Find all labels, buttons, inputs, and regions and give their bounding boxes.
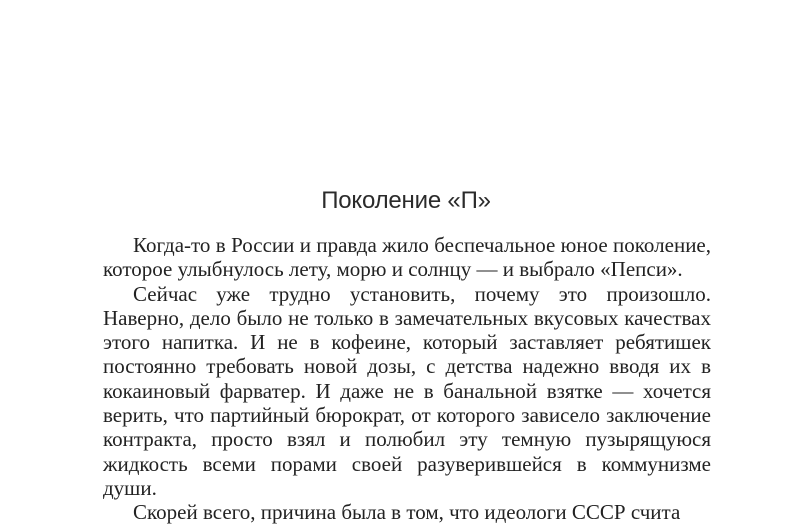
- paragraph: Сейчас уже трудно установить, почему это произошло. Наверно, дело было не только в замечательных вкусовых качествах этого напитка. И не в кофеине, который заставляет ребятишек постоянно требовать новой дозы, с детства надежно вводя их в кокаиновый фарватер. И даже не в банальной взятке — хочется верить, что партийный бюрократ, от которого зависело заключение контракта, просто взял и полюбил эту темную пузырящуюся жидкость всеми порами своей разуверившейся в коммунизме души.: [103, 281, 711, 500]
- chapter-title: Поколение «П»: [321, 187, 491, 214]
- paragraph: Скорей всего, причина была в том, что идеологи СССР счита: [133, 500, 681, 525]
- paragraph: Когда-то в России и правда жило беспечальное юное поколение, которое улыбнулось лету, морю и солнцу — и выбрало «Пепси».: [103, 233, 711, 282]
- chapter-body: [103, 233, 711, 525]
